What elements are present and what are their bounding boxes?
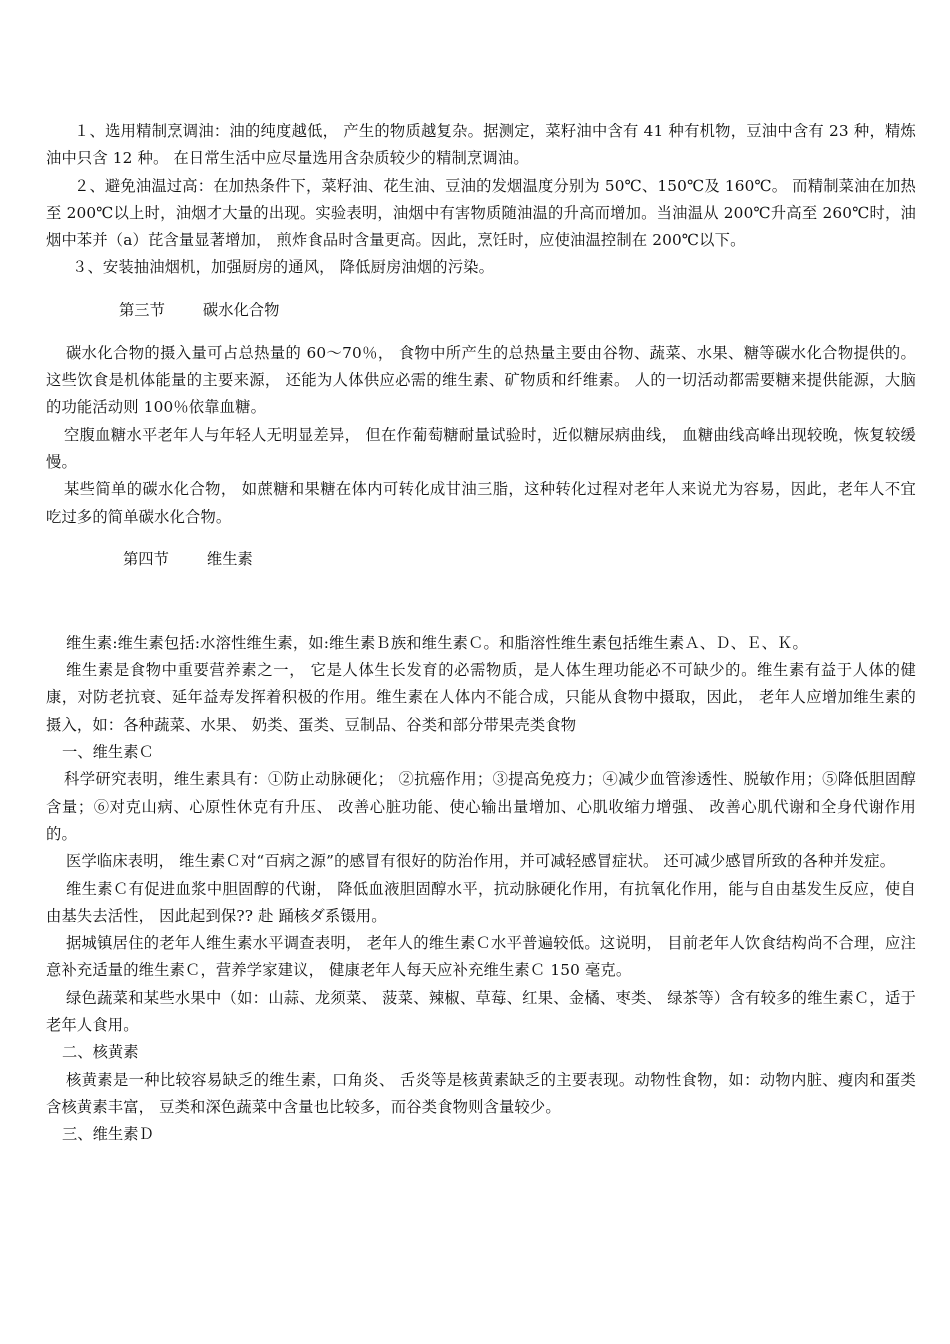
section-3-heading [46,297,916,324]
vitamin-intro-paragraph-2: 维生素是食物中重要营养素之一， 它是人体生长发育的必需物质，是人体生理功能必不可缺少的。维生素有益于人体的健康，对防老抗衰、延年益寿发挥着积极的作用。维生素在人体内不能合成，只能从食物中摄取，因此， 老年人应增加维生素的摄入，如：各种蔬菜、水果、 奶类、蛋类、豆制品、谷类和部分带果壳类食物 [46,661,916,734]
vitamin-c-paragraph-4: 据城镇居住的老年人维生素水平调查表明， 老年人的维生素Ｃ水平普遍较低。这说明， 目前老年人饮食结构尚不合理，应注意补充适量的维生素Ｃ，营养学家建议， 健康老年人每天应补充维生素Ｃ 150 毫克。 [46,934,916,980]
vitamin-intro-paragraph-1: 维生素:维生素包括:水溶性维生素，如:维生素Ｂ族和维生素Ｃ。和脂溶性维生素包括维生素Ａ、Ｄ、Ｅ、Ｋ。 [66,633,808,652]
riboflavin-paragraph-1: 核黄素是一种比较容易缺乏的维生素，口角炎、 舌炎等是核黄素缺乏的主要表现。动物性食物，如：动物内脏、瘦肉和蛋类含核黄素丰富， 豆类和深色蔬菜中含量也比较多，而谷类食物则含量较少。 [46,1070,916,1116]
riboflavin-heading: 二、核黄素 [62,1043,139,1062]
section-3-title: 碳水化合物 [202,300,280,319]
vitamin-c-paragraph-2: 医学临床表明， 维生素Ｃ对“百病之源”的感冒有很好的防治作用，并可减轻感冒症状。 还可减少感冒所致的各种并发症。 [66,852,896,871]
section-4-number: 第四节 [123,549,169,568]
section-4-heading [46,546,916,573]
section-4-title: 维生素 [206,549,253,568]
vitamin-c-paragraph-1: 科学研究表明，维生素具有：①防止动脉硬化； ②抗癌作用；③提高免疫力；④减少血管渗透性、脱敏作用；⑤降低胆固醇含量；⑥对克山病、心原性休克有升压、 改善心脏功能、使心输出量增加、心肌收缩力增强、 改善心肌代谢和全身代谢作用的。 [46,770,916,843]
vitamin-c-paragraph-5: 绿色蔬菜和某些水果中（如：山蒜、龙须菜、 菠菜、辣椒、草莓、红果、金橘、枣类、 绿茶等）含有较多的维生素Ｃ，适于老年人食用。 [46,988,916,1035]
vitamin-d-heading: 三、维生素Ｄ [62,1125,154,1144]
vitamin-c-heading: 一、维生素Ｃ [62,743,154,762]
fat-tip-2: ２、避免油温过高：在加热条件下，菜籽油、花生油、豆油的发烟温度分别为 50℃、150℃及 160℃。 而精制菜油在加热至 200℃以上时，油烟才大量的出现。实验表明，油烟中有害物质随油温的升高而增加。当油温从 200℃升高至 260℃时，油烟中苯并（a）芘含量显著增加， 煎炸食品时含量更高。因此，烹饪时，应使油温控制在 200℃以下。 [46,176,916,250]
carbohydrate-paragraph-2: 空腹血糖水平老年人与年轻人无明显差异， 但在作葡萄糖耐量试验时，近似糖尿病曲线， 血糖曲线高峰出现较晚，恢复较缓慢。 [46,425,916,471]
carbohydrate-paragraph-3: 某些简单的碳水化合物， 如蔗糖和果糖在体内可转化成甘油三脂，这种转化过程对老年人来说尤为容易，因此，老年人不宜吃过多的简单碳水化合物。 [46,480,916,526]
vitamin-c-paragraph-3: 维生素Ｃ有促进血浆中胆固醇的代谢， 降低血液胆固醇水平，抗动脉硬化作用，有抗氧化作用，能与自由基发生反应，使自由基失去活性， 因此起到保?? 赴 踊核ダ系镊用。 [46,879,916,925]
document-page [46,118,916,1149]
fat-tip-3: ３、安装抽油烟机，加强厨房的通风， 降低厨房油烟的污染。 [72,258,495,277]
carbohydrate-paragraph-1: 碳水化合物的摄入量可占总热量的 60～70％， 食物中所产生的总热量主要由谷物、蔬菜、水果、糖等碳水化合物提供的。这些饮食是机体能量的主要来源， 还能为人体供应必需的维生素、矿物质和纤维素。 人的一切活动都需要糖来提供能源，大脑的功能活动则 100％依靠血糖。 [46,343,916,417]
fat-tip-1: １、选用精制烹调油：油的纯度越低， 产生的物质越复杂。据测定，菜籽油中含有 41 种有机物，豆油中含有 23 种，精炼油中只含 12 种。 在日常生活中应尽量选用含杂质较少的精制烹调油。 [46,122,916,168]
section-3-number: 第三节 [119,300,165,319]
